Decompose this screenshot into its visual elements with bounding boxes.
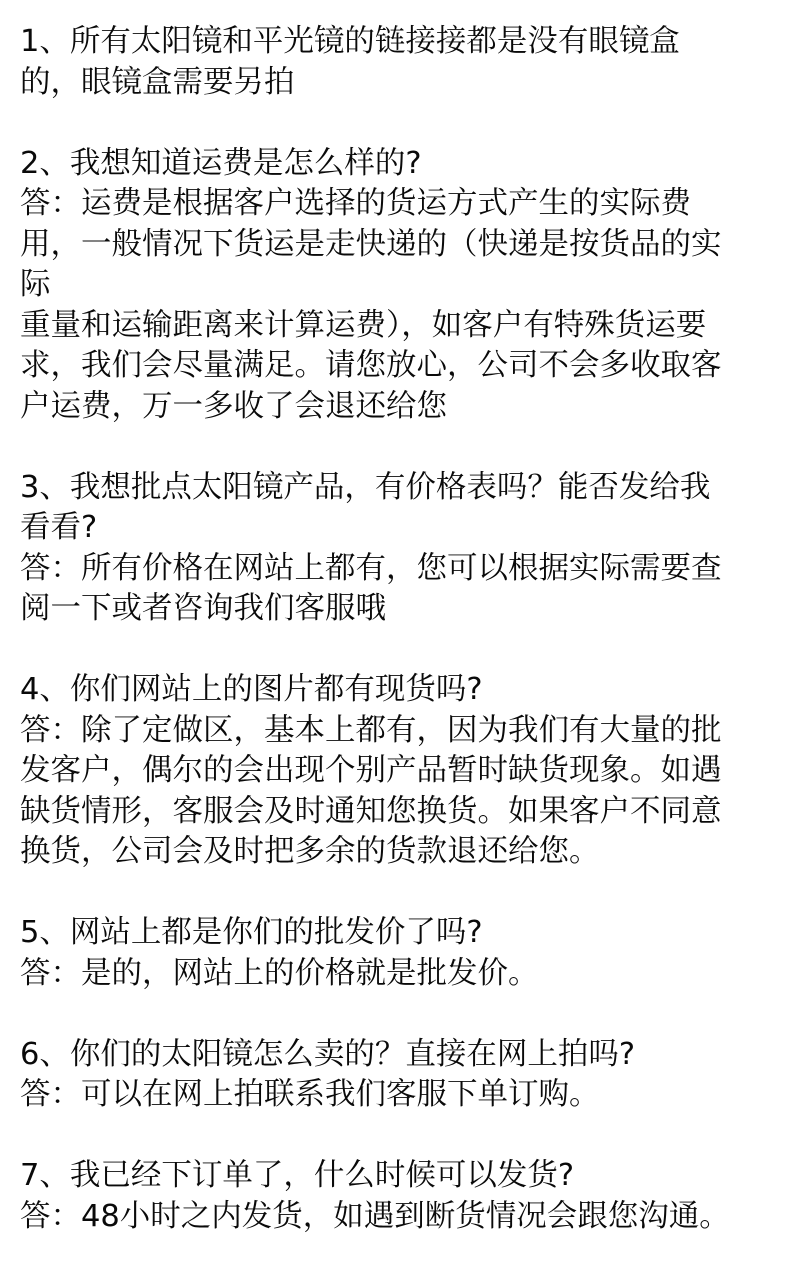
answer-line: 答：除了定做区，基本上都有，因为我们有大量的批 — [20, 712, 722, 748]
faq-item-2 — [20, 144, 770, 428]
faq-item-4 — [20, 670, 770, 873]
answer-line: 答：所有价格在网站上都有，您可以根据实际需要查 — [20, 550, 722, 586]
answer-line: 答：是的，网站上的价格就是批发价。 — [20, 955, 539, 991]
answer-line: 户运费，万一多收了会退还给您 — [20, 388, 447, 424]
text-line: 1、所有太阳镜和平光镜的链接接都是没有眼镜盒 — [20, 24, 680, 59]
answer-line: 换货，公司会及时把多余的货款退还给您。 — [20, 834, 600, 869]
answer-line: 发客户，偶尔的会出现个别产品暂时缺货现象。如遇 — [20, 753, 722, 788]
question-line: 2、我想知道运费是怎么样的? — [20, 145, 422, 181]
answer-line: 缺货情形，客服会及时通知您换货。如果客户不同意 — [20, 793, 722, 829]
answer-line: 用，一般情况下货运是走快递的（快递是按货品的实 — [20, 226, 722, 262]
faq-document — [20, 22, 770, 1278]
answer-line: 阅一下或者咨询我们客服哦 — [20, 591, 386, 626]
question-line: 6、你们的太阳镜怎么卖的？直接在网上拍吗? — [20, 1036, 636, 1072]
answer-line: 答：运费是根据客户选择的货运方式产生的实际费 — [20, 186, 691, 221]
answer-line: 重量和运输距离来计算运费），如客户有特殊货运要 — [20, 307, 707, 343]
answer-line: 答：可以在网上拍联系我们客服下单订购。 — [20, 1077, 600, 1112]
faq-item-3 — [20, 468, 770, 630]
answer-line: 求，我们会尽量满足。请您放心，公司不会多收取客 — [20, 348, 722, 383]
question-line: 4、你们网站上的图片都有现货吗? — [20, 672, 483, 707]
question-line: 5、网站上都是你们的批发价了吗? — [20, 915, 483, 950]
faq-item-1 — [20, 22, 770, 103]
text-line: 的，眼镜盒需要另拍 — [20, 64, 295, 100]
faq-item-6 — [20, 1035, 770, 1116]
question-line: 7、我已经下订单了，什么时候可以发货? — [20, 1158, 575, 1193]
question-line: 看看? — [20, 510, 98, 545]
answer-line: 际 — [20, 267, 51, 302]
faq-item-7 — [20, 1156, 770, 1237]
question-line: 3、我想批点太阳镜产品，有价格表吗？能否发给我 — [20, 469, 711, 505]
answer-line: 答：48小时之内发货，如遇到断货情况会跟您沟通。 — [20, 1198, 730, 1234]
faq-item-5 — [20, 913, 770, 994]
